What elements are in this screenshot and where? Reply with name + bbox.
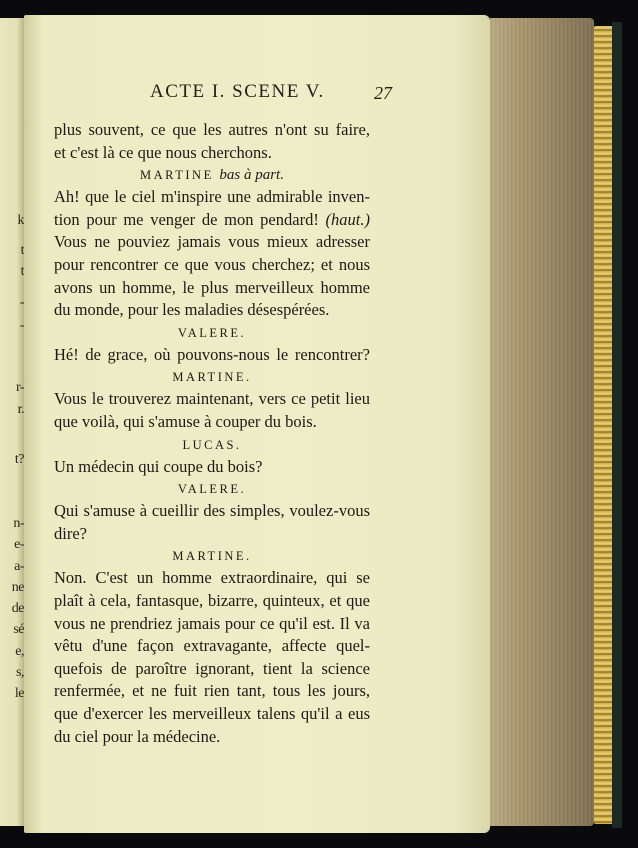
left-page-fragment: ne xyxy=(11,580,24,595)
speaker-label: MARTINE xyxy=(140,168,214,183)
speaker-label: LUCAS. xyxy=(182,437,242,452)
text-line-content: du monde, pour les maladies désespérées. xyxy=(54,300,330,320)
speaker-label: MARTINE. xyxy=(172,549,252,564)
stage-direction: bas à part. xyxy=(219,167,284,184)
book-cover-edge xyxy=(612,22,622,828)
stage-direction: (haut.) xyxy=(325,209,370,229)
text-line xyxy=(54,726,370,748)
text-line-content: renfermée, et ne fuit rien tant, tous les jours, xyxy=(54,681,370,701)
text-line xyxy=(54,523,370,545)
left-page-fragment: e, xyxy=(15,644,24,659)
speaker-name xyxy=(54,479,370,499)
left-page-fragment: k xyxy=(17,213,24,228)
left-page-fragment: le xyxy=(14,686,24,701)
left-page-fragment: de xyxy=(11,601,24,616)
speaker-name xyxy=(54,165,370,185)
text-line xyxy=(54,680,370,702)
speaker-name xyxy=(54,546,370,566)
text-line-content: dire? xyxy=(54,523,87,543)
text-line-content: Vous ne pouviez jamais vous mieux adresser xyxy=(54,232,370,252)
speaker-label: VALERE. xyxy=(177,482,247,497)
text-line xyxy=(54,567,370,589)
gilt-edge xyxy=(594,26,614,824)
left-page-fragment: r. xyxy=(17,402,24,417)
text-line xyxy=(54,344,370,366)
text-line-content: Non. C'est un homme extraordinaire, qui se xyxy=(54,568,370,588)
text-line xyxy=(54,209,370,231)
text-line-content: et c'est là ce que nous cherchons. xyxy=(54,142,272,162)
left-page-fragment: - xyxy=(19,295,24,310)
text-line-content: Vous le trouverez maintenant, vers ce petit lieu xyxy=(54,389,370,409)
book-page xyxy=(24,15,490,833)
text-line-content: quefois de paroître ignorant, tient la science xyxy=(54,658,370,678)
text-line-content: pour rencontrer ce que vous cherchez; et nous xyxy=(54,255,370,274)
text-line-content: vêtu d'une façon extravagante, affecte quel- xyxy=(54,636,370,656)
text-line-content: Qui s'amuse à cueillir des simples, voulez-vous xyxy=(54,501,370,521)
left-page-fragment: t xyxy=(20,243,24,258)
left-page-fragment: s, xyxy=(16,665,24,680)
text-line xyxy=(54,703,370,725)
left-page-fragment: n- xyxy=(13,516,24,531)
text-line-content: avons un homme, le plus merveilleux homme xyxy=(54,277,370,297)
running-header: ACTE I. SCENE V. xyxy=(150,81,325,102)
text-line xyxy=(54,411,370,433)
page-number: 27 xyxy=(374,83,392,103)
page-edges-shade xyxy=(490,18,594,826)
left-page-fragment: t xyxy=(20,264,24,279)
text-line-content: Un médecin qui coupe du bois? xyxy=(54,456,263,476)
text-line xyxy=(54,186,370,208)
text-line xyxy=(54,590,370,612)
text-line xyxy=(54,119,370,141)
text-line xyxy=(54,456,370,478)
left-page-fragment: t? xyxy=(14,452,24,467)
speaker-name xyxy=(54,367,370,387)
text-line xyxy=(54,254,370,276)
text-line-content: tion pour me venger de mon pendard! xyxy=(54,209,326,229)
text-line-content: vous ne prendriez jamais pour ce qu'il est. Il va xyxy=(54,613,370,633)
left-page-fragment: a- xyxy=(14,559,24,574)
text-line-content: que d'exercer les merveilleux talens qu'il a eus xyxy=(54,704,370,723)
left-page-fragment: e- xyxy=(14,537,24,552)
speaker-name xyxy=(54,435,370,455)
text-line-content: plaît à cela, fantasque, bizarre, quinteux, et que xyxy=(54,591,370,610)
text-line xyxy=(54,635,370,657)
left-facing-page xyxy=(0,18,24,826)
left-page-fragment: r- xyxy=(15,380,24,395)
text-line xyxy=(54,231,370,253)
text-line-content: Ah! que le ciel m'inspire une admirable inven- xyxy=(54,187,370,207)
text-line xyxy=(54,277,370,299)
text-line xyxy=(54,299,370,321)
text-line-content: du ciel pour la médecine. xyxy=(54,726,221,746)
text-line xyxy=(54,500,370,522)
text-line xyxy=(54,388,370,410)
text-line xyxy=(54,613,370,635)
text-line xyxy=(54,142,370,164)
text-line xyxy=(54,658,370,680)
speaker-label: VALERE. xyxy=(177,325,247,340)
text-line-content: Hé! de grace, où pouvons-nous le rencontrer? xyxy=(54,344,370,364)
left-page-fragment: - xyxy=(19,318,24,333)
speaker-name xyxy=(54,323,370,343)
left-page-fragment: sé xyxy=(13,622,24,637)
speaker-label: MARTINE. xyxy=(172,370,252,385)
text-line-content: plus souvent, ce que les autres n'ont su faire, xyxy=(54,120,370,139)
text-line-content: que voilà, qui s'amuse à couper du bois. xyxy=(54,412,317,431)
